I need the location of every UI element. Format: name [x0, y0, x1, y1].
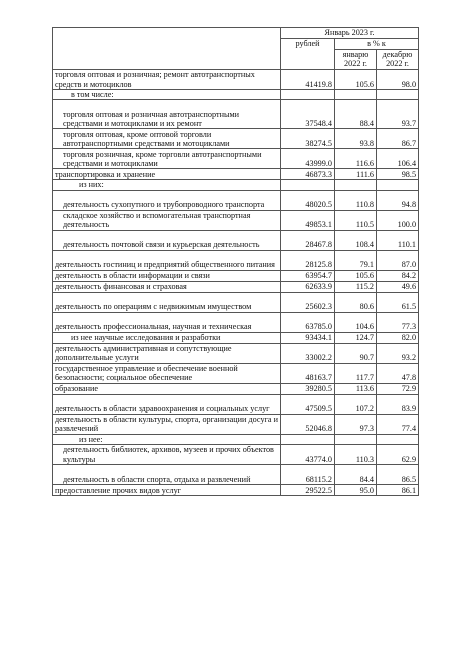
row-value-dec: 47.8 [377, 363, 419, 383]
table-row [53, 394, 419, 414]
table-row [53, 414, 419, 434]
row-value-dec [377, 90, 419, 100]
row-value-jan: 124.7 [335, 332, 377, 343]
row-value-rub: 63954.7 [281, 270, 335, 281]
row-value-rub: 38274.5 [281, 129, 335, 149]
row-value-dec: 106.4 [377, 149, 419, 169]
header-blank-cell [53, 28, 281, 70]
row-value-jan: 80.6 [335, 292, 377, 312]
row-label: транспортировка и хранение [53, 169, 281, 180]
row-label: государственное управление и обеспечение военной безопасности; социальное обеспечение [53, 363, 281, 383]
table-row [53, 383, 419, 394]
row-label: из них: [53, 180, 281, 190]
wages-table [52, 27, 419, 496]
row-value-rub: 62633.9 [281, 281, 335, 292]
row-label: деятельность библиотек, архивов, музеев и прочих объектов культуры [53, 445, 281, 465]
row-value-dec: 98.5 [377, 169, 419, 180]
row-value-jan: 111.6 [335, 169, 377, 180]
row-value-dec: 87.0 [377, 250, 419, 270]
table-row [53, 363, 419, 383]
row-value-jan: 115.2 [335, 281, 377, 292]
row-value-dec: 77.3 [377, 312, 419, 332]
row-value-dec [377, 180, 419, 190]
row-value-rub: 28125.8 [281, 250, 335, 270]
header-rub: рублей [281, 39, 335, 70]
row-value-jan: 97.3 [335, 414, 377, 434]
row-value-dec: 110.1 [377, 230, 419, 250]
table-row [53, 485, 419, 496]
row-label: деятельность профессиональная, научная и техническая [53, 312, 281, 332]
header-jan: январю 2022 г. [335, 50, 377, 70]
row-value-rub: 39280.5 [281, 383, 335, 394]
row-label: деятельность по операциям с недвижимым имуществом [53, 292, 281, 312]
table-row [53, 270, 419, 281]
row-value-rub: 63785.0 [281, 312, 335, 332]
row-value-jan: 88.4 [335, 100, 377, 129]
row-value-jan: 110.8 [335, 190, 377, 210]
row-value-rub [281, 90, 335, 100]
table-header [53, 28, 419, 70]
row-value-rub [281, 180, 335, 190]
row-value-jan: 90.7 [335, 343, 377, 363]
row-value-dec: 86.5 [377, 465, 419, 485]
row-value-jan: 108.4 [335, 230, 377, 250]
row-value-dec: 82.0 [377, 332, 419, 343]
table-row [53, 292, 419, 312]
row-label: предоставление прочих видов услуг [53, 485, 281, 496]
table-row [53, 190, 419, 210]
row-value-jan [335, 90, 377, 100]
row-value-jan: 107.2 [335, 394, 377, 414]
row-label: деятельность гостиниц и предприятий общественного питания [53, 250, 281, 270]
row-value-dec: 61.5 [377, 292, 419, 312]
row-value-jan: 95.0 [335, 485, 377, 496]
row-value-jan: 110.5 [335, 210, 377, 230]
table-row [53, 434, 419, 444]
row-label: из нее: [53, 434, 281, 444]
row-value-dec: 83.9 [377, 394, 419, 414]
row-value-dec: 77.4 [377, 414, 419, 434]
table-row [53, 312, 419, 332]
header-dec: декабрю 2022 г. [377, 50, 419, 70]
row-value-rub: 43999.0 [281, 149, 335, 169]
table-row [53, 90, 419, 100]
row-value-dec: 93.7 [377, 100, 419, 129]
row-value-jan [335, 434, 377, 444]
row-value-dec: 94.8 [377, 190, 419, 210]
row-label: деятельность в области здравоохранения и социальных услуг [53, 394, 281, 414]
table-row [53, 445, 419, 465]
row-value-rub: 48163.7 [281, 363, 335, 383]
row-value-dec: 86.7 [377, 129, 419, 149]
row-value-rub: 52046.8 [281, 414, 335, 434]
row-value-jan: 79.1 [335, 250, 377, 270]
row-label: деятельность административная и сопутствующие дополнительные услуги [53, 343, 281, 363]
row-value-dec: 93.2 [377, 343, 419, 363]
row-value-dec: 72.9 [377, 383, 419, 394]
row-label: в том числе: [53, 90, 281, 100]
row-label: деятельность в области информации и связи [53, 270, 281, 281]
row-value-rub: 29522.5 [281, 485, 335, 496]
table-row [53, 149, 419, 169]
row-value-rub: 47509.5 [281, 394, 335, 414]
row-label: образование [53, 383, 281, 394]
table-row [53, 210, 419, 230]
row-label: торговля оптовая, кроме оптовой торговли автотранспортными средствами и мотоциклами [53, 129, 281, 149]
row-value-rub: 46873.3 [281, 169, 335, 180]
row-label: торговля оптовая и розничная; ремонт автотранспортных средств и мотоциклов [53, 70, 281, 90]
table-row [53, 180, 419, 190]
table-row [53, 250, 419, 270]
row-value-rub: 48020.5 [281, 190, 335, 210]
row-value-dec: 86.1 [377, 485, 419, 496]
row-label: деятельность финансовая и страховая [53, 281, 281, 292]
table-row [53, 230, 419, 250]
row-value-jan [335, 180, 377, 190]
row-value-dec: 100.0 [377, 210, 419, 230]
table-row [53, 169, 419, 180]
row-value-jan: 104.6 [335, 312, 377, 332]
row-value-rub: 93434.1 [281, 332, 335, 343]
table-row [53, 70, 419, 90]
header-period: Январь 2023 г. [281, 28, 419, 39]
row-value-dec: 62.9 [377, 445, 419, 465]
row-value-rub: 25602.3 [281, 292, 335, 312]
header-pct: в % к [335, 39, 419, 50]
row-value-dec: 49.6 [377, 281, 419, 292]
row-value-rub: 28467.8 [281, 230, 335, 250]
row-value-rub [281, 434, 335, 444]
table-body [53, 70, 419, 496]
row-value-jan: 93.8 [335, 129, 377, 149]
table-row [53, 343, 419, 363]
row-label: деятельность в области спорта, отдыха и развлечений [53, 465, 281, 485]
row-value-rub: 33002.2 [281, 343, 335, 363]
table-row [53, 465, 419, 485]
table-row [53, 100, 419, 129]
table-row [53, 281, 419, 292]
row-value-rub: 37548.4 [281, 100, 335, 129]
row-label: деятельность сухопутного и трубопроводного транспорта [53, 190, 281, 210]
row-value-rub: 43774.0 [281, 445, 335, 465]
row-value-jan: 105.6 [335, 70, 377, 90]
row-label: из нее научные исследования и разработки [53, 332, 281, 343]
row-label: складское хозяйство и вспомогательная транспортная деятельность [53, 210, 281, 230]
table-row [53, 332, 419, 343]
row-value-rub: 49853.1 [281, 210, 335, 230]
row-value-jan: 84.4 [335, 465, 377, 485]
row-value-dec [377, 434, 419, 444]
row-value-rub: 68115.2 [281, 465, 335, 485]
row-value-jan: 110.3 [335, 445, 377, 465]
row-value-jan: 116.6 [335, 149, 377, 169]
row-value-dec: 84.2 [377, 270, 419, 281]
row-label: деятельность в области культуры, спорта, организации досуга и развлечений [53, 414, 281, 434]
table-row [53, 129, 419, 149]
row-value-jan: 105.6 [335, 270, 377, 281]
row-value-dec: 98.0 [377, 70, 419, 90]
row-value-jan: 113.6 [335, 383, 377, 394]
row-label: торговля розничная, кроме торговли автотранспортными средствами и мотоциклами [53, 149, 281, 169]
row-value-jan: 117.7 [335, 363, 377, 383]
row-label: торговля оптовая и розничная автотранспортными средствами и мотоциклами и их ремонт [53, 100, 281, 129]
row-label: деятельность почтовой связи и курьерская деятельность [53, 230, 281, 250]
row-value-rub: 41419.8 [281, 70, 335, 90]
